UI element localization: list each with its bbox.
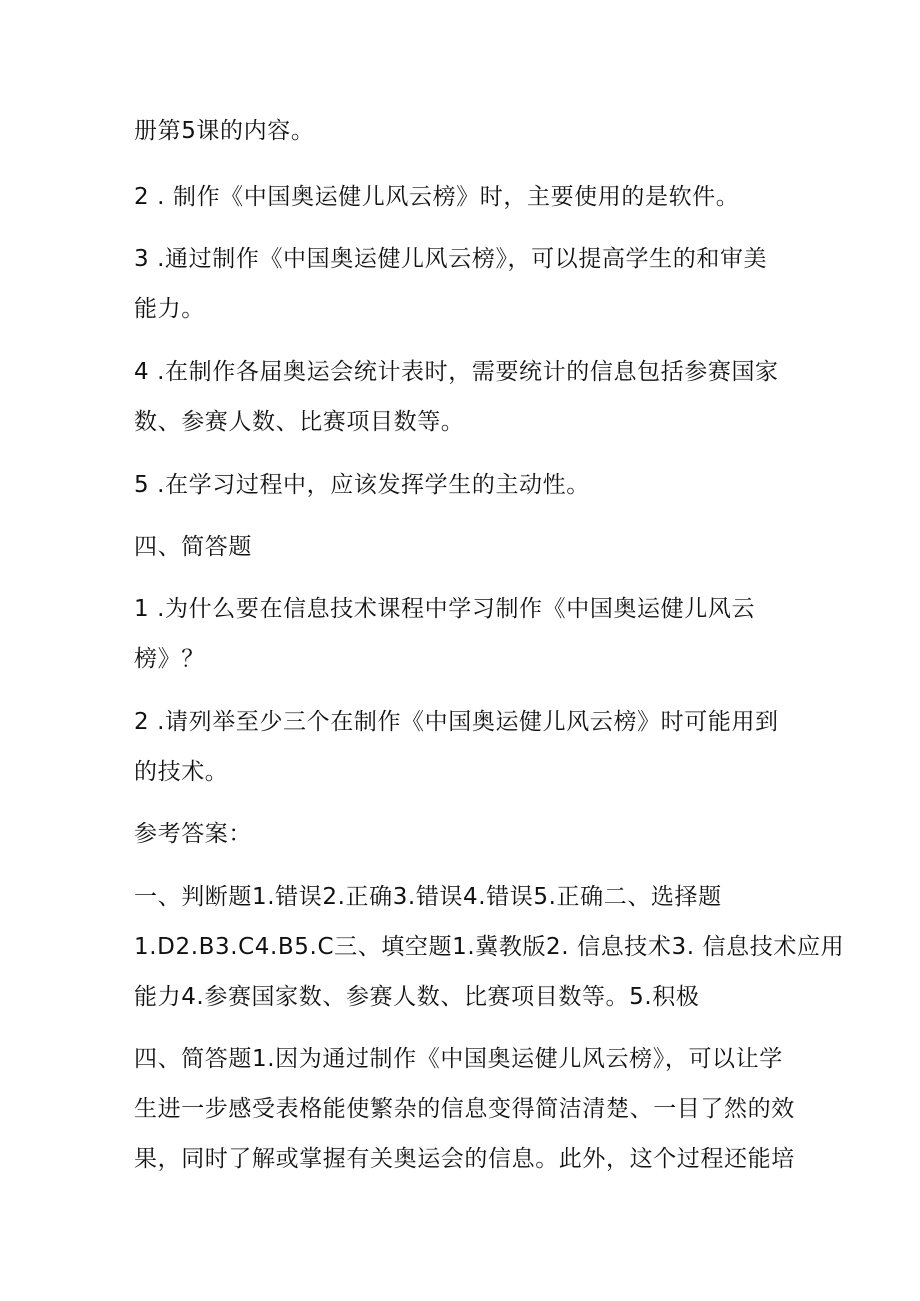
text-line: 榜》？	[134, 646, 205, 672]
short-answer-question-2: 2 .请列举至少三个在制作《中国奥运健儿风云榜》时可能用到	[134, 709, 779, 735]
fill-question-4: 4 .在制作各届奥运会统计表时，需要统计的信息包括参赛国家	[134, 359, 779, 385]
section-heading: 四、简答题	[134, 534, 252, 560]
text-line: 册第5课的内容。	[134, 118, 315, 144]
answers-heading: 参考答案：	[134, 821, 252, 847]
short-answer-question-1: 1 .为什么要在信息技术课程中学习制作《中国奥运健儿风云	[134, 596, 756, 622]
fill-question-2: 2 . 制作《中国奥运健儿风云榜》时，主要使用的是软件。	[134, 184, 740, 210]
fill-question-3: 3 .通过制作《中国奥运健儿风云榜》，可以提高学生的和审美	[134, 246, 768, 272]
answer-line: 四、简答题1.因为通过制作《中国奥运健儿风云榜》，可以让学	[134, 1046, 783, 1072]
answer-line: 果，同时了解或掌握有关奥运会的信息。此外，这个过程还能培	[134, 1146, 795, 1172]
answer-line: 1.D2.B3.C4.B5.C三、填空题1.冀教版2. 信息技术3. 信息技术应用	[134, 934, 845, 960]
text-line: 数、参赛人数、比赛项目数等。	[134, 409, 465, 435]
answer-line: 生进一步感受表格能使繁杂的信息变得简洁清楚、一目了然的效	[134, 1096, 795, 1122]
text-line: 的技术。	[134, 759, 229, 785]
answer-line: 能力4.参赛国家数、参赛人数、比赛项目数等。5.积极	[134, 984, 700, 1010]
text-line: 能力。	[134, 296, 205, 322]
fill-question-5: 5 .在学习过程中，应该发挥学生的主动性。	[134, 472, 590, 498]
answer-line: 一、判断题1.错误2.正确3.错误4.错误5.正确二、选择题	[134, 884, 722, 910]
